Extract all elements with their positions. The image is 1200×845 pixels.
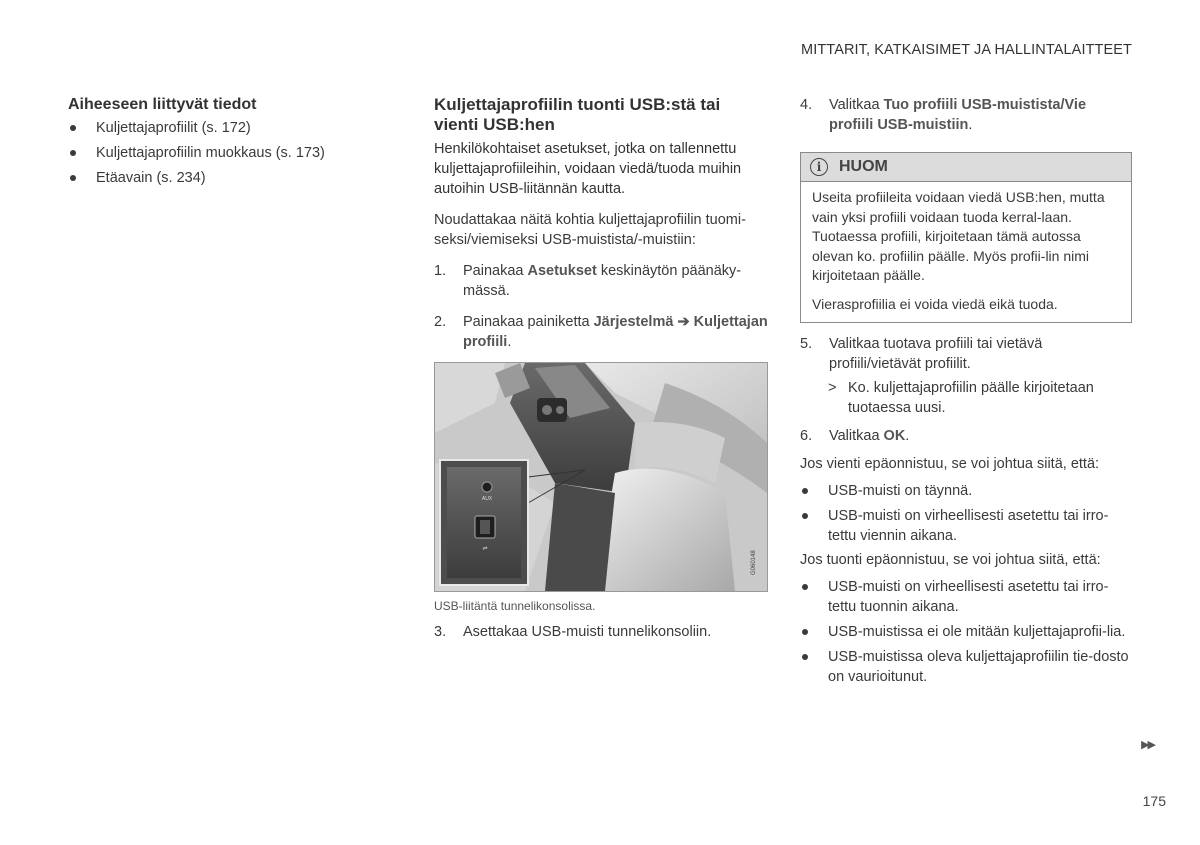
import-fail-intro: Jos tuonti epäonnistuu, se voi johtua siitä, että: [800, 552, 1101, 568]
usb-symbol-icon: ⇌ [482, 546, 488, 552]
step-5: 5. Valitkaa tuotava profiili tai vietävä profiili/vietävät profiilit. [800, 336, 1043, 372]
related-info-list [68, 118, 368, 188]
note-header [801, 153, 1131, 182]
export-fail-list [800, 481, 1132, 546]
figure-caption: USB-liitäntä tunnelikonsolissa. [434, 599, 596, 613]
related-link[interactable]: Kuljettajaprofiilit (s. 172) [68, 118, 368, 138]
steps-list-right [800, 95, 1132, 135]
import-fail-list [800, 577, 1132, 687]
step-result: > Ko. kuljettajaprofiilin päälle kirjoitetaan tuotaessa uusi. [828, 380, 1094, 416]
related-info [68, 95, 368, 188]
step-number: 5. [800, 336, 813, 352]
step-number: 1. [434, 263, 447, 279]
intro-paragraph: Henkilökohtaiset asetukset, jotka on tallennettu kuljettajaprofiileihin, voidaan viedä/tuoda muihin autoihin USB-liitännän kautta. [434, 141, 742, 197]
steps-list-right-2 [800, 334, 1132, 374]
aux-label: AUX [481, 496, 493, 502]
page-number: 175 [1142, 793, 1166, 809]
usb-console-drawing [435, 363, 767, 591]
continued-arrows-icon: ▶▶ [1141, 739, 1154, 751]
step-number: 3. [434, 624, 447, 640]
note-title: HUOM [839, 158, 888, 175]
note-paragraph: Vierasprofiilia ei voida viedä eikä tuoda. [812, 295, 1058, 312]
result-marker: > [828, 380, 837, 396]
step-1: 1. Painakaa Asetukset keskinäytön päänäky-mässä. [434, 263, 742, 299]
list-item: USB-muisti on virheellisesti asetettu tai irro-tettu viennin aikana. [800, 506, 1132, 546]
note-body [801, 182, 1131, 322]
step-3: 3. Asettakaa USB-muisti tunnelikonsoliin. [434, 624, 712, 640]
step-number: 6. [800, 428, 813, 444]
ui-term: Tuo profiili USB-muistista/Vie profiili USB-muistiin [829, 97, 1087, 133]
section-title: Kuljettajaprofiilin tuonti USB:stä tai vienti USB:hen [434, 95, 721, 134]
note-box [800, 152, 1132, 323]
usb-console-illustration [434, 362, 768, 592]
related-link[interactable]: Etäavain (s. 234) [68, 168, 368, 188]
figure-code: G060148 [751, 550, 757, 575]
steps-list [434, 261, 768, 352]
export-fail-intro: Jos vienti epäonnistuu, se voi johtua siitä, että: [800, 456, 1100, 472]
steps-list-continued [434, 622, 768, 642]
step-number: 4. [800, 97, 813, 113]
info-icon: i [810, 158, 828, 176]
arrow-icon: ➔ [677, 314, 690, 330]
related-link[interactable]: Kuljettajaprofiilin muokkaus (s. 173) [68, 143, 368, 163]
right-column [800, 95, 1132, 687]
steps-list-right-3 [800, 426, 1132, 446]
note-paragraph: Useita profiileita voidaan viedä USB:hen, mutta vain yksi profiili voidaan tuoda kerral-laan. Tuotaessa profiili, kirjoitetaan tämä autossa olevan ko. profiilin päälle. Myös profii-lin nimi kirjoitetaan päälle. [812, 189, 1105, 283]
related-info-title: Aiheeseen liittyvät tiedot [68, 96, 257, 113]
list-item: USB-muisti on virheellisesti asetettu tai irro-tettu tuonnin aikana. [800, 577, 1132, 617]
list-item: USB-muisti on täynnä. [800, 481, 1132, 501]
running-header: MITTARIT, KATKAISIMET JA HALLINTALAITTEET [801, 42, 1132, 58]
list-item: USB-muistissa ei ole mitään kuljettajaprofii-lia. [800, 622, 1132, 642]
step-number: 2. [434, 314, 447, 330]
step-4: 4. Valitkaa Tuo profiili USB-muistista/Vie profiili USB-muistiin. [800, 97, 1087, 133]
step-2: 2. Painakaa painiketta Järjestelmä ➔ Kuljettajan profiili. [434, 314, 768, 350]
main-column [434, 95, 768, 642]
ui-term: OK [883, 428, 906, 444]
ui-term: Asetukset [527, 263, 597, 279]
ui-term: Kuljettajan profiili [463, 314, 768, 350]
step-6: 6. Valitkaa OK. [800, 428, 910, 444]
ui-term: Järjestelmä [593, 314, 674, 330]
list-item: USB-muistissa oleva kuljettajaprofiilin tie-dosto on vaurioitunut. [800, 647, 1132, 687]
instructions-paragraph: Noudattakaa näitä kohtia kuljettajaprofiilin tuomi-seksi/viemiseksi USB-muistista/-muistiin: [434, 212, 746, 248]
